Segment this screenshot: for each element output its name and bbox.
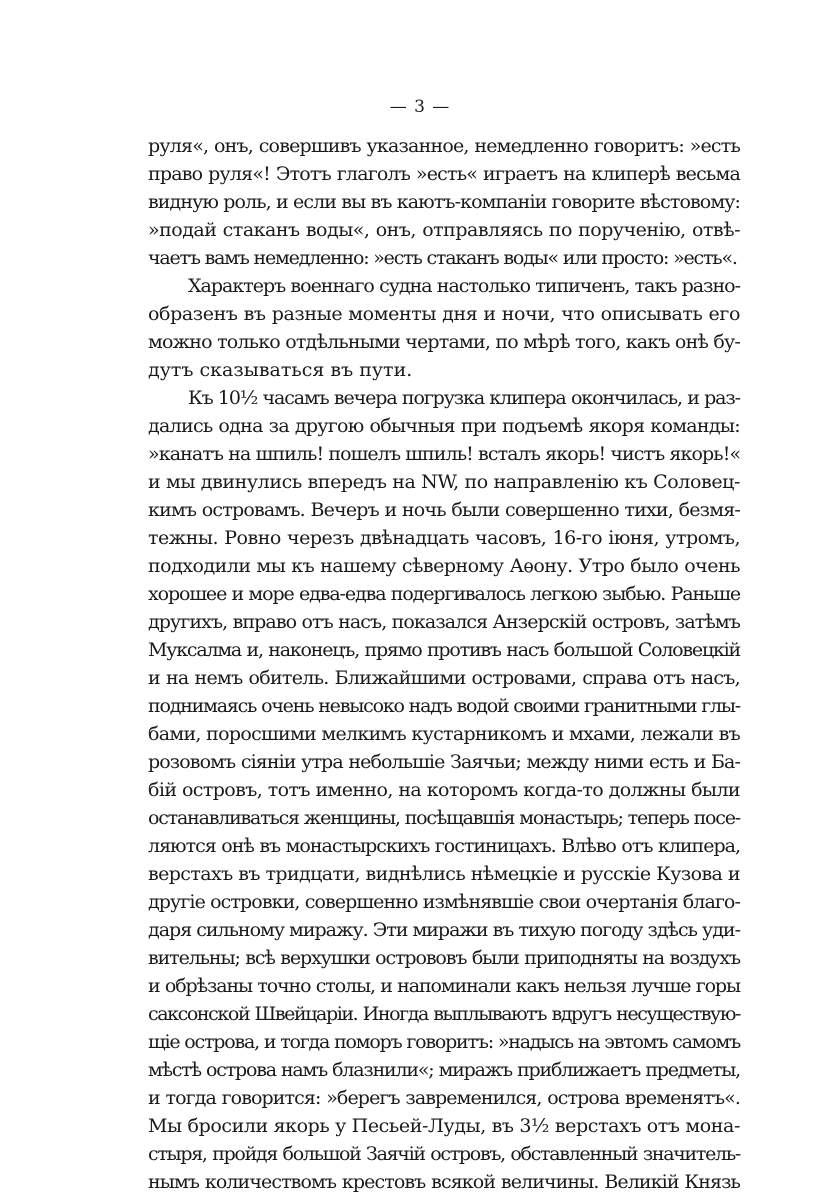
text-line: »канатъ на шпиль! пошелъ шпиль! всталъ якорь! чистъ якорь!«	[148, 443, 741, 465]
text-line: поднимаясь очень невысоко надъ водой своими гранитными глы-	[148, 695, 740, 717]
text-line: тежны. Ровно черезъ двѣнадцать часовъ, 16-го іюня, утромъ,	[148, 527, 740, 549]
text-line: и тогда говорится: »берегъ завременился, острова временятъ«.	[148, 1087, 740, 1109]
text-line: дутъ сказываться въ пути.	[148, 359, 413, 381]
text-line: руля«, онъ, совершивъ указанное, немедленно говоритъ: »есть	[148, 135, 740, 157]
text-line: Муксалма и, наконецъ, прямо противъ насъ большой Соловецкій	[148, 639, 740, 661]
text-line: стыря, пройдя большой Заячій островъ, обставленный значитель-	[148, 1143, 740, 1165]
text-line: верстахъ въ тридцати, виднѣлись нѣмецкіе и русскіе Кузова и	[148, 863, 740, 885]
text-line: Мы бросили якорь у Песьей-Луды, въ 3½ верстахъ отъ мона-	[148, 1115, 740, 1137]
text-line: щіе острова, и тогда поморъ говоритъ: »надысь на эвтомъ самомъ	[148, 1031, 740, 1053]
page-number: — 3 —	[389, 97, 451, 117]
text-line: другихъ, вправо отъ насъ, показался Анзерскій островъ, затѣмъ	[148, 611, 740, 633]
text-line: вительны; всѣ верхушки острововъ были приподняты на воздухъ	[148, 947, 740, 969]
text-line: можно только отдѣльными чертами, по мѣрѣ того, какъ онѣ бу-	[148, 331, 740, 353]
text-line: ляются онѣ въ монастырскихъ гостиницахъ. Влѣво отъ клипера,	[148, 835, 740, 857]
text-line: чаетъ вамъ немедленно: »есть стаканъ воды« или просто: »есть«.	[148, 247, 737, 269]
text-line: останавливаться женщины, посѣщавшія монастырь; теперь посе-	[148, 807, 740, 829]
body-text	[148, 132, 740, 1196]
text-line: другіе островки, совершенно измѣнявшіе свои очертанія благо-	[148, 891, 740, 913]
text-line: дались одна за другою обычныя при подъемѣ якоря команды:	[148, 415, 740, 437]
text-line: саксонской Швейцаріи. Иногда выплываютъ вдругъ несуществую-	[148, 1003, 740, 1025]
text-line: и на немъ обитель. Ближайшими островами, справа отъ насъ,	[148, 667, 740, 689]
text-line: право руля«! Этотъ глаголъ »есть« играетъ на клиперѣ весьма	[148, 163, 740, 185]
text-line: даря сильному миражу. Эти миражи въ тихую погоду здѣсь уди-	[148, 919, 740, 941]
text-line: »подай стаканъ воды«, онъ, отправляясь по порученію, отвѣ-	[148, 219, 740, 241]
text-line: образенъ въ разные моменты дня и ночи, что описывать его	[148, 303, 740, 325]
text-line: розовомъ сіяніи утра небольшіе Заячьи; между ними есть и Ба-	[148, 751, 740, 773]
text-line: мѣстѣ острова намъ блазнили«; миражъ приближаетъ предметы,	[148, 1059, 740, 1081]
text-line: и обрѣзаны точно столы, и напоминали какъ нельзя лучше горы	[148, 975, 740, 997]
text-line: хорошее и море едва-едва подергивалось легкою зыбью. Раньше	[148, 583, 740, 605]
text-line: бами, поросшими мелкимъ кустарникомъ и мхами, лежали въ	[148, 723, 740, 745]
text-line: подходили мы къ нашему сѣверному Аѳону. Утро было очень	[148, 555, 740, 577]
text-line: видную роль, и если вы въ каютъ-компаніи говорите вѣстовому:	[148, 191, 740, 213]
text-line: бій островъ, тотъ именно, на которомъ когда-то должны были	[148, 779, 740, 801]
text-line: Къ 10½ часамъ вечера погрузка клипера окончилась, и раз-	[188, 387, 740, 409]
text-line: кимъ островамъ. Вечеръ и ночь были совершенно тихи, безмя-	[148, 499, 740, 521]
text-line: Характеръ военнаго судна настолько типиченъ, такъ разно-	[188, 275, 740, 297]
text-line: и мы двинулись впередъ на NW, по направленію къ Соловец-	[148, 471, 740, 493]
text-line: нымъ количествомъ крестовъ всякой величины. Великій Князь	[148, 1171, 740, 1193]
